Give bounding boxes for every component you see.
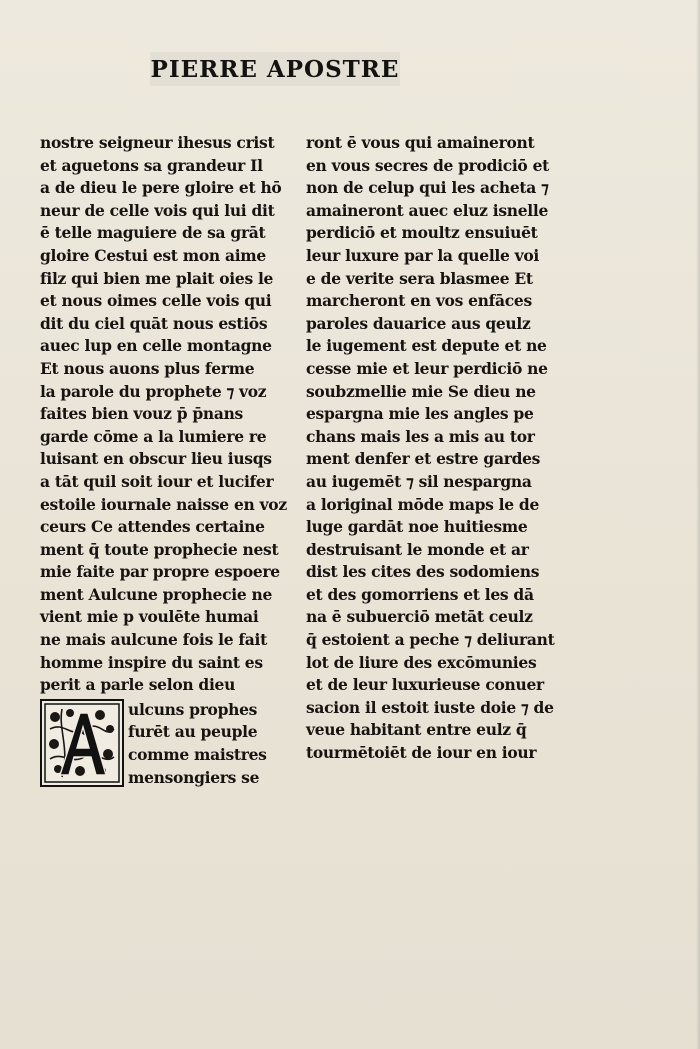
- left-column-text: [40, 132, 287, 697]
- text-line: mie faite par propre espoere: [40, 562, 280, 582]
- text-line: luge gardāt noe huitiesme: [306, 517, 528, 537]
- text-line: neur de celle vois qui lui dit: [40, 200, 275, 220]
- text-line: dist les cites des sodomiens: [306, 562, 540, 582]
- text-line: ment Aulcune prophecie ne: [40, 584, 273, 604]
- text-line: gloire Cestui est mon aime: [40, 245, 266, 265]
- right-column-text: [306, 132, 555, 765]
- text-line: en vous secres de prodiciō et: [306, 155, 549, 175]
- text-line: destruisant le monde et ar: [306, 539, 529, 559]
- text-line: Et nous auons plus ferme: [40, 358, 255, 378]
- text-line: leur luxure par la quelle voi: [306, 245, 539, 265]
- initial-adjacent-text: [128, 699, 267, 789]
- text-line: et de leur luxurieuse conuer: [306, 675, 544, 695]
- text-line: na ē subuerciō metāt ceulz: [306, 607, 533, 627]
- text-line: dit du ciel quāt nous estiōs: [40, 313, 268, 333]
- text-line: marcheront en vos enfāces: [306, 291, 532, 311]
- text-line: filz qui bien me plait oies le: [40, 268, 274, 288]
- left-column: [40, 132, 287, 789]
- text-line: ne mais aulcune fois le fait: [40, 630, 267, 650]
- running-head: PIERRE APOSTRE: [150, 52, 400, 86]
- text-line: a loriginal mōde maps le de: [306, 494, 540, 514]
- text-line: q̄ estoient a peche ⁊ deliurant: [306, 630, 555, 650]
- text-line: e de verite sera blasmee Et: [306, 268, 533, 288]
- text-line: cesse mie et leur perdiciō ne: [306, 358, 548, 378]
- text-line: ulcuns prophes: [128, 699, 258, 719]
- text-line: amaineront auec eluz isnelle: [306, 200, 549, 220]
- initial-block: [40, 699, 267, 789]
- text-line: veue habitant entre eulz q̄: [306, 720, 527, 740]
- text-line: chans mais les a mis au tor: [306, 426, 535, 446]
- decorated-initial: [40, 699, 124, 787]
- text-line: ceurs Ce attendes certaine: [40, 517, 265, 537]
- text-line: perit a parle selon dieu: [40, 675, 236, 695]
- text-line: soubzmellie mie Se dieu ne: [306, 381, 536, 401]
- text-line: ment denfer et estre gardes: [306, 449, 541, 469]
- text-line: ment q̄ toute prophecie nest: [40, 539, 279, 559]
- text-line: garde cōme a la lumiere re: [40, 426, 267, 446]
- text-line: homme inspire du saint es: [40, 652, 263, 672]
- text-line: la parole du prophete ⁊ voz: [40, 381, 267, 401]
- text-line: nostre seigneur ihesus crist: [40, 133, 275, 152]
- text-line: sacion il estoit iuste doie ⁊ de: [306, 697, 554, 717]
- text-line: furēt au peuple: [128, 722, 258, 742]
- text-line: et nous oimes celle vois qui: [40, 291, 272, 311]
- text-line: mensongiers se: [128, 767, 260, 787]
- text-line: perdiciō et moultz ensuiuēt: [306, 223, 538, 243]
- text-line: tourmētoiēt de iour en iour: [306, 743, 537, 763]
- text-line: auec lup en celle montagne: [40, 336, 272, 356]
- text-line: faites bien vouz p̄ p̄nans: [40, 404, 243, 424]
- text-line: a tāt quil soit iour et lucifer: [40, 471, 274, 491]
- text-line: a de dieu le pere gloire et hō: [40, 178, 282, 198]
- text-line: non de celup qui les acheta ⁊: [306, 178, 549, 198]
- text-line: paroles dauarice aus qeulz: [306, 313, 531, 333]
- text-line: ront ē vous qui amaineront: [306, 133, 535, 152]
- decorated-initial-a-icon: [40, 699, 124, 787]
- text-line: au iugemēt ⁊ sil nespargna: [306, 471, 532, 491]
- text-line: et des gomorriens et les dā: [306, 584, 534, 604]
- text-line: et aguetons sa grandeur Il: [40, 155, 263, 175]
- right-column: [306, 132, 555, 765]
- text-line: comme maistres: [128, 745, 267, 765]
- text-line: lot de liure des excōmunies: [306, 652, 537, 672]
- text-line: vient mie p voulēte humai: [40, 607, 259, 627]
- text-line: estoile iournale naisse en voz: [40, 494, 287, 514]
- text-line: luisant en obscur lieu iusqs: [40, 449, 272, 469]
- text-line: le iugement est depute et ne: [306, 336, 547, 356]
- text-line: ē telle maguiere de sa grāt: [40, 223, 266, 243]
- text-line: espargna mie les angles pe: [306, 404, 534, 424]
